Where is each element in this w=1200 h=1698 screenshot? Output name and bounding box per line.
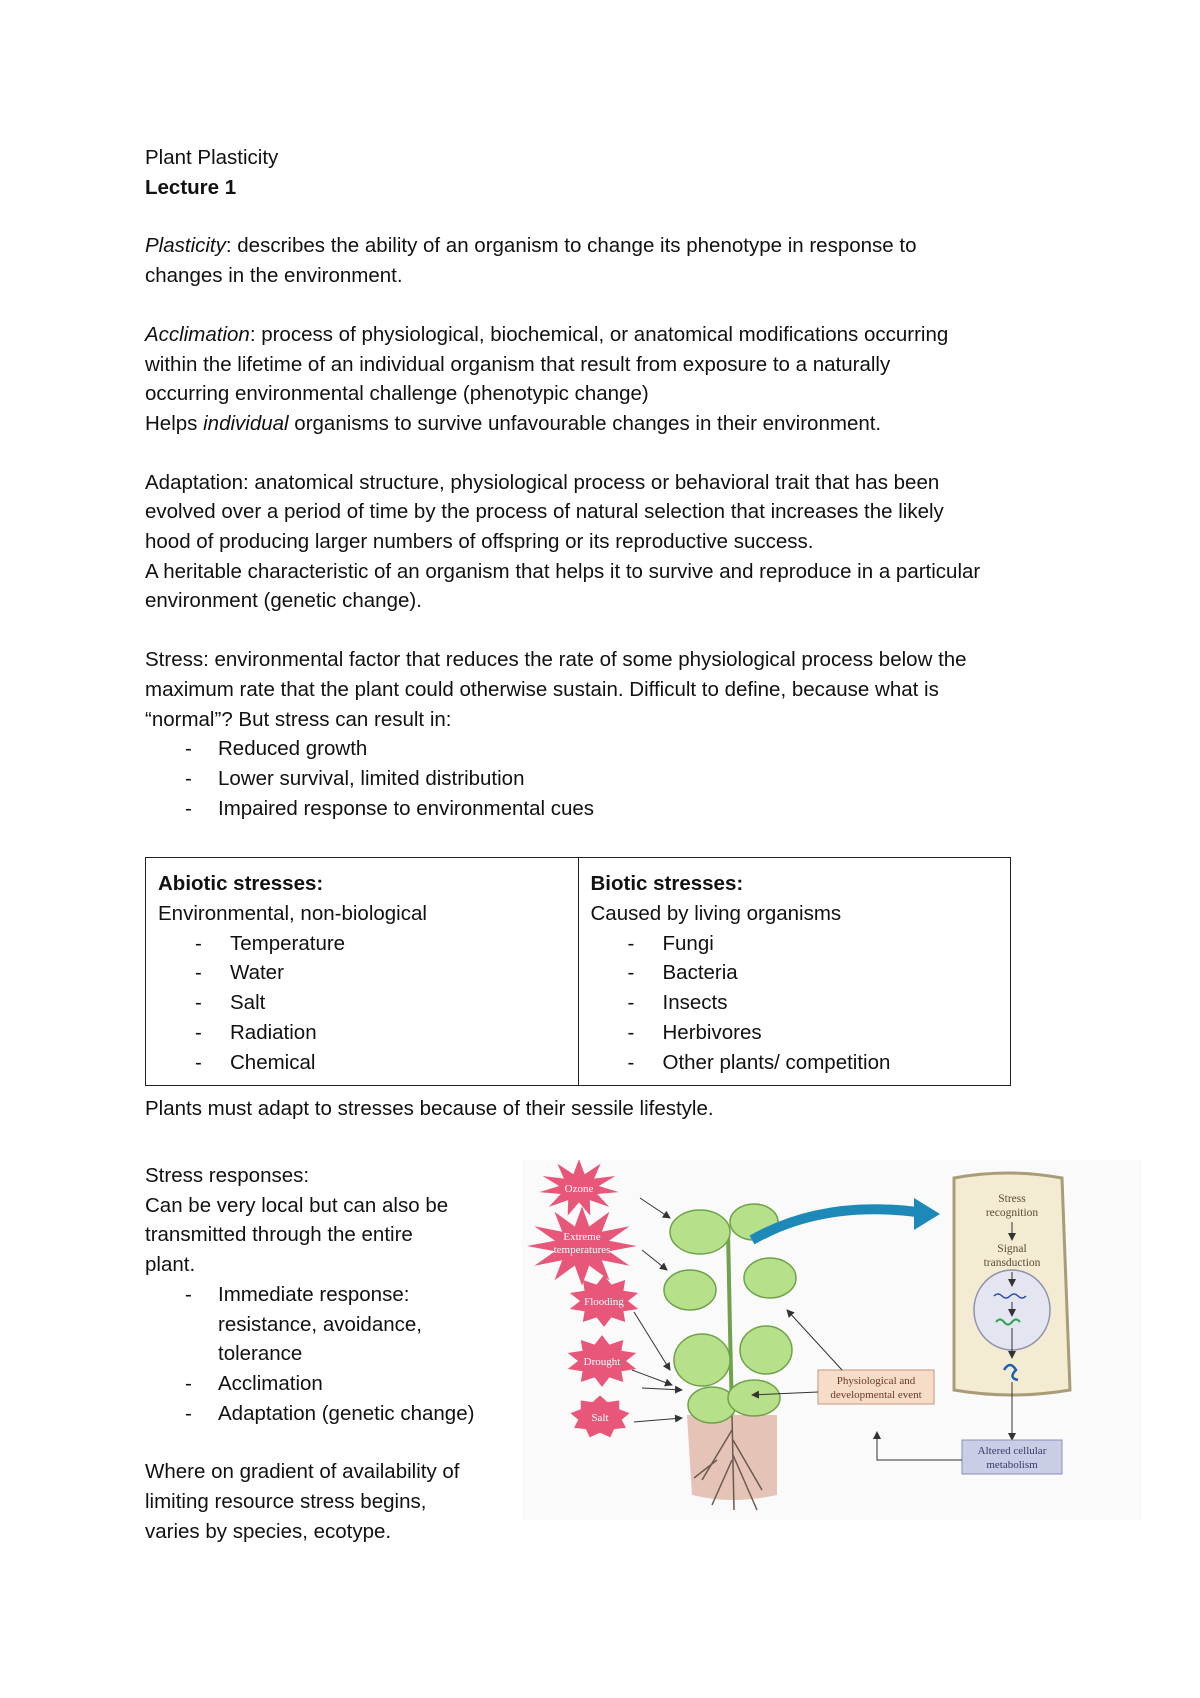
stress-results-list bbox=[145, 734, 1085, 823]
event-label: developmental event bbox=[830, 1388, 922, 1401]
lecture-label: Lecture 1 bbox=[145, 175, 237, 199]
list-item: - Acclimation bbox=[145, 1369, 515, 1399]
list-item: - Herbivores bbox=[591, 1018, 999, 1048]
acclimation-definition: Acclimation: process of physiological, biochemical, or anatomical modifications occurring bbox=[145, 322, 949, 346]
acclimation-helps: Helps individual organisms to survive unfavourable changes in their environment. bbox=[145, 411, 882, 435]
adaptation-line-1: Adaptation: anatomical structure, physiological process or behavioral trait that has been bbox=[145, 470, 940, 494]
gradient-line-2: limiting resource stress begins, bbox=[145, 1490, 427, 1514]
leaf bbox=[674, 1334, 730, 1386]
list-item: - Impaired response to environmental cues bbox=[145, 794, 1085, 824]
stress-line-2: maximum rate that the plant could otherwise sustain. Difficult to define, because what is bbox=[145, 677, 939, 701]
leaf bbox=[728, 1380, 780, 1416]
list-item: - Lower survival, limited distribution bbox=[145, 764, 1085, 794]
list-item: - Other plants/ competition bbox=[591, 1048, 999, 1078]
stressor-label: Ozone bbox=[564, 1182, 594, 1195]
responses-line-2: transmitted through the entire bbox=[145, 1223, 413, 1247]
responses-line-1: Can be very local but can also be bbox=[145, 1193, 449, 1217]
cell-label: Signal bbox=[997, 1242, 1027, 1255]
list-item: - Reduced growth bbox=[145, 734, 1085, 764]
stressor-label: Salt bbox=[591, 1411, 609, 1424]
leaf bbox=[740, 1326, 792, 1374]
plasticity-definition: Plasticity: describes the ability of an organism to change its phenotype in response to bbox=[145, 234, 917, 258]
metabolism-label: Altered cellular bbox=[977, 1444, 1047, 1457]
leaf bbox=[664, 1270, 716, 1310]
list-item: - Radiation bbox=[158, 1018, 566, 1048]
responses-heading: Stress responses: bbox=[145, 1163, 310, 1187]
abiotic-subtitle: Environmental, non-biological bbox=[158, 902, 427, 926]
abiotic-list bbox=[158, 929, 566, 1078]
gradient-line-3: varies by species, ecotype. bbox=[145, 1519, 392, 1543]
responses-text bbox=[145, 1132, 515, 1546]
list-item: - Water bbox=[158, 958, 566, 988]
list-item: - Salt bbox=[158, 988, 566, 1018]
stress-response-diagram bbox=[522, 1160, 1142, 1520]
adaptation-line-4: A heritable characteristic of an organism that helps it to survive and reproduce in a particular bbox=[145, 559, 981, 583]
list-item: - Adaptation (genetic change) bbox=[145, 1399, 515, 1429]
plasticity-term: Plasticity bbox=[145, 234, 226, 258]
list-item: - Fungi bbox=[591, 929, 999, 959]
acclimation-line-3: occurring environmental challenge (phenotypic change) bbox=[145, 382, 649, 406]
sessile-statement: Plants must adapt to stresses because of their sessile lifestyle. bbox=[145, 1097, 714, 1121]
event-label: Physiological and bbox=[836, 1374, 916, 1387]
stress-types-table bbox=[145, 857, 1011, 1086]
responses-section bbox=[145, 1132, 1085, 1546]
acclimation-line-2: within the lifetime of an individual organism that result from exposure to a naturally bbox=[145, 352, 891, 376]
adaptation-line-5: environment (genetic change). bbox=[145, 589, 422, 613]
plasticity-line-2: changes in the environment. bbox=[145, 264, 403, 288]
stressor-label: Extreme bbox=[563, 1230, 601, 1243]
abiotic-heading: Abiotic stresses: bbox=[158, 872, 324, 896]
cell-label: transduction bbox=[983, 1256, 1041, 1269]
leaf bbox=[744, 1258, 796, 1298]
cell-label: Stress bbox=[998, 1192, 1026, 1205]
list-item: - Bacteria bbox=[591, 958, 999, 988]
stressor-label: temperatures bbox=[553, 1243, 611, 1256]
leaf bbox=[670, 1210, 730, 1254]
adaptation-line-2: evolved over a period of time by the process of natural selection that increases the likely bbox=[145, 500, 944, 524]
responses-line-3: plant. bbox=[145, 1253, 196, 1277]
biotic-heading: Biotic stresses: bbox=[590, 872, 744, 896]
list-item: - Insects bbox=[591, 988, 999, 1018]
gradient-line-1: Where on gradient of availability of bbox=[145, 1460, 460, 1484]
cell-label: recognition bbox=[985, 1206, 1039, 1219]
stressor-label: Flooding bbox=[584, 1295, 624, 1308]
document-page bbox=[145, 143, 1085, 1546]
list-item: - Chemical bbox=[158, 1048, 566, 1078]
doc-title: Plant Plasticity bbox=[145, 146, 279, 169]
biotic-cell bbox=[578, 858, 1011, 1086]
stress-line-3: “normal”? But stress can result in: bbox=[145, 707, 452, 731]
biotic-list bbox=[591, 929, 999, 1078]
metabolism-label: metabolism bbox=[986, 1458, 1038, 1471]
acclimation-term: Acclimation bbox=[145, 322, 250, 346]
stressor-label: Drought bbox=[583, 1355, 621, 1368]
list-item: - Immediate response: resistance, avoidance, tolerance bbox=[145, 1280, 515, 1369]
responses-list bbox=[145, 1280, 515, 1429]
adaptation-line-3: hood of producing larger numbers of offspring or its reproductive success. bbox=[145, 530, 814, 554]
biotic-subtitle: Caused by living organisms bbox=[590, 902, 842, 926]
stress-line-1: Stress: environmental factor that reduces the rate of some physiological process below the bbox=[145, 648, 967, 672]
abiotic-cell bbox=[146, 858, 579, 1086]
list-item: - Temperature bbox=[158, 929, 566, 959]
